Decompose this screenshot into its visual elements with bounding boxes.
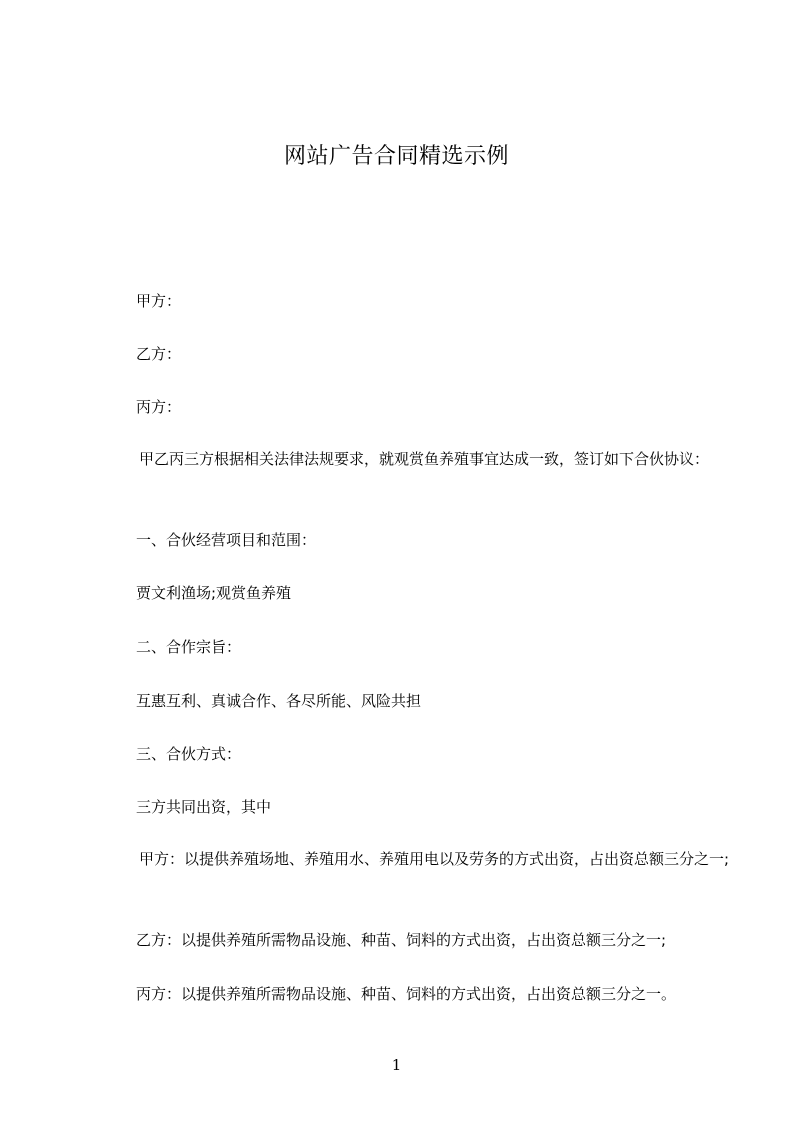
page-title: 网站广告合同精选示例: [283, 144, 509, 169]
section-3-intro: 三方共同出资，其中: [136, 798, 272, 816]
section-2-heading: 二、合作宗旨：: [136, 638, 242, 656]
section-1-content: 贾文利渔场;观赏鱼养殖: [136, 584, 292, 602]
party-b-label: 乙方：: [136, 345, 182, 363]
section-1-heading: 一、合伙经营项目和范围：: [136, 531, 317, 549]
preamble-paragraph: 甲乙丙三方根据相关法律法规要求，就观赏鱼养殖事宜达成一致，签订如下合伙协议：: [139, 450, 710, 468]
section-3-heading: 三、合伙方式：: [136, 745, 242, 763]
party-a-contribution: 甲方：以提供养殖场地、养殖用水、养殖用电以及劳务的方式出资，占出资总额三分之一;: [139, 850, 730, 868]
page-number: 1: [391, 1056, 402, 1074]
party-c-label: 丙方：: [136, 398, 182, 416]
party-b-contribution: 乙方：以提供养殖所需物品设施、种苗、饲料的方式出资，占出资总额三分之一;: [136, 931, 667, 949]
party-c-contribution: 丙方：以提供养殖所需物品设施、种苗、饲料的方式出资，占出资总额三分之一。: [136, 985, 677, 1003]
party-a-label: 甲方：: [136, 292, 182, 310]
section-2-content: 互惠互利、真诚合作、各尽所能、风险共担: [136, 692, 422, 710]
